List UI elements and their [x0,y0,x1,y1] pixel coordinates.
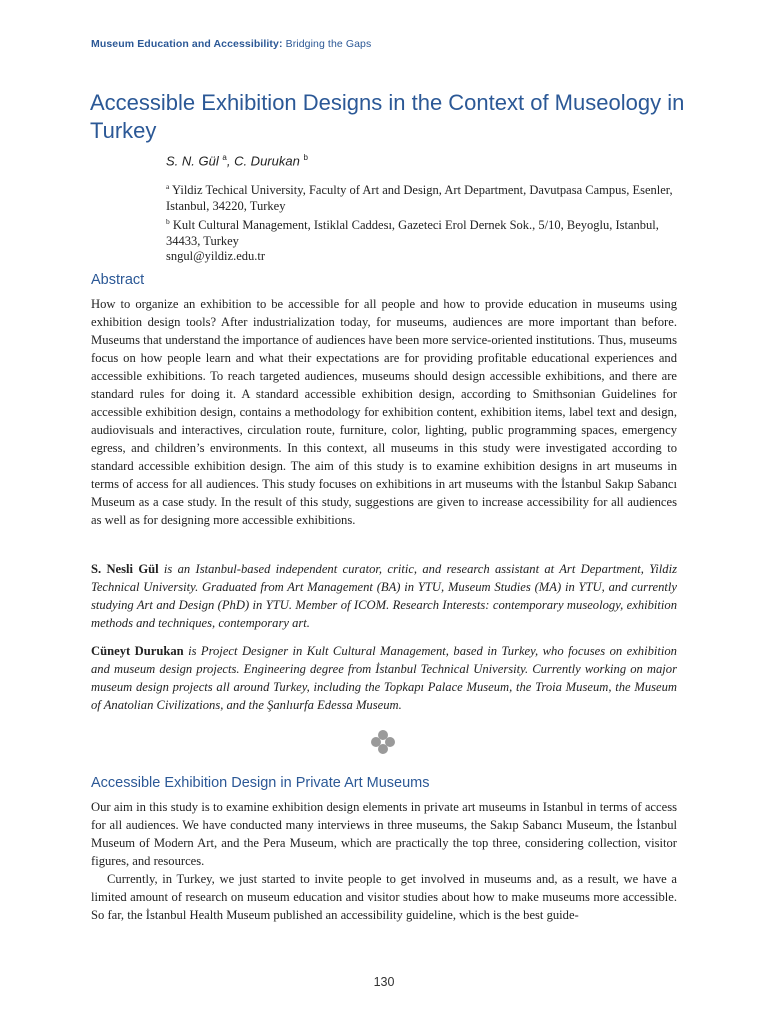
abstract-text: How to organize an exhibition to be accessible for all people and how to provide education in museums using exhibition design tools? After industrialization today, for museums, audiences are more important than before. Museums that understand the importance of audiences have been more service-oriented institutions. Thus, museums focus on how people learn and what their expectations are for providing profitable educational experiences and accessible exhibitions. To reach targeted audiences, museums should design accessible exhibitions, and there are standard rules for doing it. A standard accessible exhibition design, according to Smithsonian Guidelines for accessible exhibition design, contains a methodology for exhibition content, exhibition items, label text and design, audiovisuals and interactives, circulation route, furniture, color, lighting, public programming spaces, emergency egress, and children’s environments. In this context, all museums in this study were investigated according to standard accessible exhibition design. The aim of this study is to examine exhibition designs in art museums in terms of access for all audiences. This study focuses on exhibitions in art museums with the İstanbul Sakıp Sabancı Museum as a case study. In the result of this study, suggestions are given to increase accessibility for all audiences as well as for designing more accessible exhibitions. [91,297,677,527]
affiliation-a-sup: a [166,182,170,191]
bio-1-name: S. Nesli Gül [91,562,159,576]
section-paragraph-1: Our aim in this study is to examine exhibition design elements in private art museums in Istanbul in terms of access for all audiences. We have conducted many interviews in three museums, the Sakıp Sabancı Museum, the İstanbul Museum of Modern Art, and the Pera Museum, which are practically the top three, considering collection, visitor figures, and resources. [91,800,677,868]
affiliation-a [166,179,686,214]
bio-2 [91,642,677,714]
affiliation-b-sup: b [166,217,170,227]
bio-2-name: Cüneyt Durukan [91,644,184,658]
author-2: C. Durukan [234,153,300,169]
series-title-bold: Museum Education and Accessibility: [91,38,283,50]
abstract-body [91,295,677,529]
page-number: 130 [373,975,395,989]
running-header [91,38,371,50]
section-heading: Accessible Exhibition Design in Private Art Museums [91,775,430,791]
author-1-sup: a [222,153,227,162]
email: sngul@yildiz.edu.tr [166,249,265,264]
bio-1 [91,560,677,632]
affiliation-a-text: Yildiz Techical University, Faculty of Art and Design, Art Department, Davutpasa Campus, Esenler, Istanbul, 34220, Turkey [166,183,673,213]
abstract-heading: Abstract [91,272,145,288]
affiliations [166,179,686,265]
four-petal-flower-icon [370,729,396,755]
paper-title: Accessible Exhibition Designs in the Context of Museology in Turkey [90,90,685,143]
section-body [91,798,677,924]
author-1: S. N. Gül [166,153,219,169]
bio-2-text: is Project Designer in Kult Cultural Management, based in Turkey, who focuses on exhibition and museum design projects. Engineering degree from İstanbul Technical University. Currently working on major museum design projects all around Turkey, including the Topkapı Palace Museum, the Troia Museum, the Museum of Anatolian Civilizations, and the Şanlıurfa Edessa Museum. [91,644,677,712]
author-2-sup: b [303,153,308,162]
affiliation-b [166,214,686,249]
author-line [166,153,308,168]
affiliation-b-text: Kult Cultural Management, Istiklal Caddesı, Gazeteci Erol Dernek Sok., 5/10, Beyoglu, Istanbul, 34433, Turkey [166,218,659,248]
bio-1-text: is an Istanbul-based independent curator, critic, and research assistant at Art Department, Yildiz Technical University. Graduated from Art Management (BA) in YTU, Museum Studies (MA) in YTU, and currently studying Art and Design (PhD) in YTU. Member of ICOM. Research Interests: contemporary museology, exhibition methods and techniques, contemporary art. [91,562,677,630]
section-paragraph-2: Currently, in Turkey, we just started to invite people to get involved in museums and, as a result, we have a limited amount of research on museum education and visitor studies about how to make museums more accessible. So far, the İstanbul Health Museum published an accessibility guideline, which is the best guide- [91,872,677,922]
series-title-rest: Bridging the Gaps [282,38,372,50]
author-separator: , [226,153,235,169]
